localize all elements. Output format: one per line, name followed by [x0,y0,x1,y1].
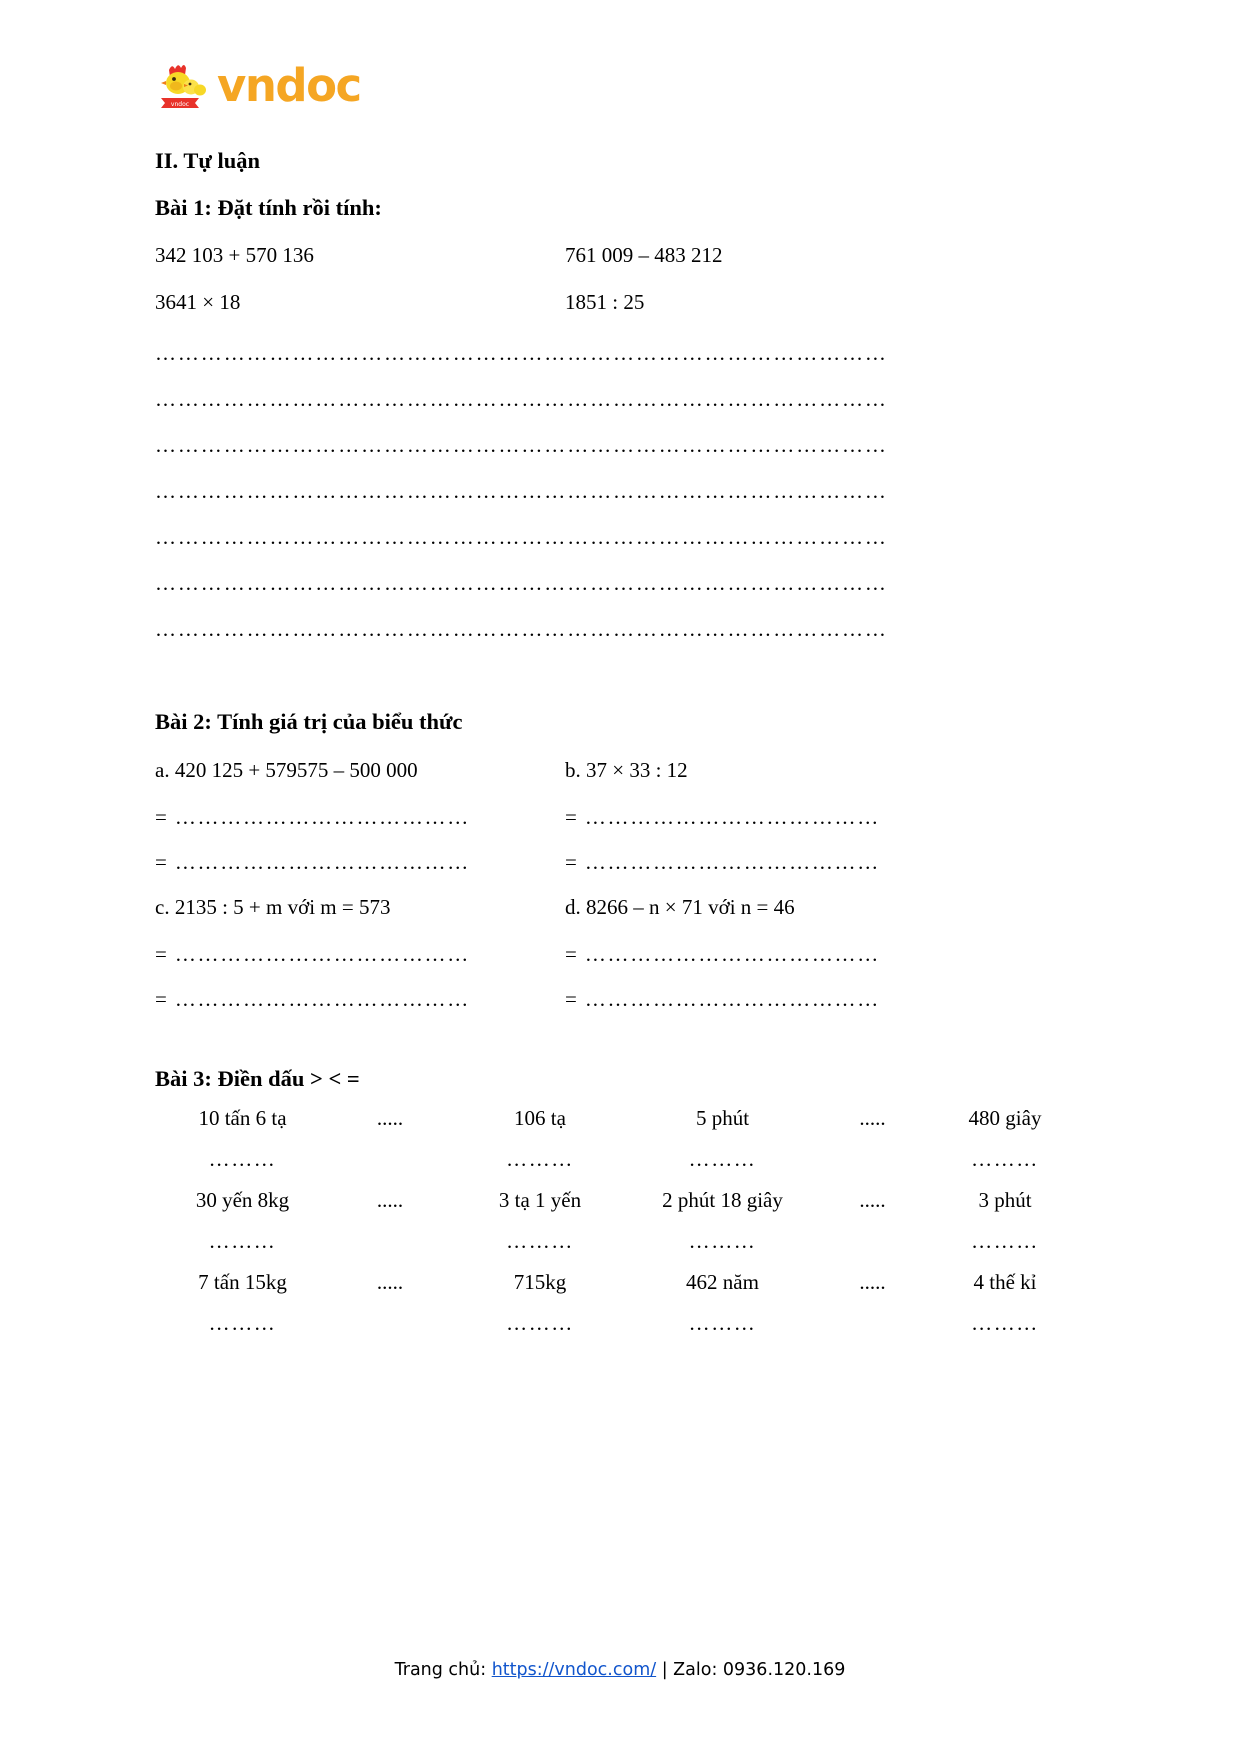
blank-left[interactable]: ..... [376,1106,404,1130]
answer-line[interactable]: …………………………………………………………………………………… [155,389,888,411]
exercise-2-problem-row [155,894,1085,919]
answer-line[interactable]: …………………………………………………………………………………… [155,343,888,365]
equals-sign: = [155,986,167,1011]
problem-2b: b. 37 × 33 : 12 [565,757,688,782]
answer-blank[interactable]: ……… [971,1229,1039,1253]
svg-text:vndoc: vndoc [170,101,190,108]
problem-2c: c. 2135 : 5 + m với m = 573 [155,894,391,919]
chicken-mascot-icon [155,57,211,113]
page-footer [0,1660,1240,1680]
exercise-1-problem-row [155,245,1085,266]
problem-1d: 1851 : 25 [565,290,645,314]
answer-blank[interactable]: ……… [688,1147,757,1171]
footer-prefix: Trang chủ: [394,1660,492,1680]
cell-left-value: 5 phút [695,1106,750,1130]
answer-line[interactable]: …………………………………………………………………………………… [155,619,888,641]
equals-cell-a[interactable] [155,804,565,829]
table-answer-row [155,1149,1085,1170]
worksheet-content [155,150,1085,1354]
table-row [155,1272,1085,1293]
answer-blank[interactable]: ………………………………… [174,988,470,1010]
answer-blank[interactable]: ……… [506,1229,574,1253]
answer-blank[interactable]: ……… [506,1147,574,1171]
cell-right-value: 715kg [513,1270,567,1294]
answer-line[interactable]: …………………………………………………………………………………… [155,481,888,503]
equals-cell-d[interactable] [565,986,975,1011]
table-row [155,1190,1085,1211]
answer-blank[interactable]: ……… [208,1311,277,1335]
exercise-2-equals-row [155,849,1085,874]
cell-right-value: 480 giây [968,1106,1042,1130]
problem-2d: d. 8266 – n × 71 với n = 46 [565,894,795,919]
blank-right[interactable]: ..... [859,1106,886,1130]
blank-right[interactable]: ..... [859,1270,886,1294]
equals-sign: = [565,804,577,829]
equals-sign: = [565,941,577,966]
equals-cell-b[interactable] [565,804,975,829]
equals-cell-d[interactable] [565,941,975,966]
answer-blank[interactable]: ………………………………… [584,806,880,828]
answer-blank[interactable]: ………………………………… [174,943,470,965]
answer-line[interactable]: …………………………………………………………………………………… [155,435,888,457]
answer-blank[interactable]: ……… [208,1147,277,1171]
problem-2a: a. 420 125 + 579575 – 500 000 [155,757,418,782]
answer-blank[interactable]: ………………………………… [174,806,470,828]
spacer [155,665,1085,711]
blank-right[interactable]: ..... [859,1188,886,1212]
problem-1b: 761 009 – 483 212 [565,243,723,267]
answer-blank[interactable]: ………………………………… [584,851,880,873]
equals-cell-b[interactable] [565,849,975,874]
answer-line[interactable]: …………………………………………………………………………………… [155,573,888,595]
exercise-2-problem-row [155,757,1085,782]
equals-cell-c[interactable] [155,941,565,966]
answer-blank[interactable]: ………………………………… [584,943,880,965]
equals-cell-c[interactable] [155,986,565,1011]
answer-blank[interactable]: ……… [208,1229,277,1253]
exercise-1-answer-area [155,343,1085,643]
equals-sign: = [565,986,577,1011]
answer-blank[interactable]: ………………………………… [174,851,470,873]
answer-blank[interactable]: ……… [688,1229,757,1253]
equals-sign: = [155,804,167,829]
cell-left-value: 30 yến 8kg [195,1188,290,1212]
vndoc-home-link[interactable]: https://vndoc.com/ [491,1660,657,1680]
section-title: II. Tự luận [155,148,261,173]
exercise-2-equals-row [155,941,1085,966]
answer-blank[interactable]: ……… [506,1311,574,1335]
table-row [155,1108,1085,1129]
table-answer-row [155,1313,1085,1334]
cell-right-value: 4 thế kỉ [973,1270,1037,1294]
equals-sign: = [155,941,167,966]
exercise-1-problem-row [155,292,1085,313]
exercise-3-title: Bài 3: Điền dấu > < = [155,1065,360,1091]
table-answer-row [155,1231,1085,1252]
cell-right-value: 106 tạ [514,1106,566,1130]
exercise-2-title: Bài 2: Tính giá trị của biểu thức [155,709,463,734]
answer-blank[interactable]: ………………………………… [584,988,880,1010]
comparison-table [155,1108,1085,1334]
problem-1a: 342 103 + 570 136 [155,243,314,267]
answer-blank[interactable]: ……… [971,1311,1039,1335]
answer-line[interactable]: …………………………………………………………………………………… [155,527,888,549]
spacer [155,1034,1085,1068]
cell-left-value: 7 tấn 15kg [198,1270,287,1294]
equals-cell-a[interactable] [155,849,565,874]
footer-suffix: | Zalo: 0936.120.169 [656,1660,846,1680]
answer-blank[interactable]: ……… [971,1147,1039,1171]
equals-sign: = [155,849,167,874]
cell-right-value: 3 tạ 1 yến [498,1188,582,1212]
exercise-2-equals-row [155,804,1085,829]
site-logo[interactable] [155,55,361,115]
exercise-2-equals-row [155,986,1085,1011]
cell-right-value: 3 phút [978,1188,1032,1212]
cell-left-value: 2 phút 18 giây [662,1188,783,1212]
logo-wordmark: vndoc [217,58,361,112]
problem-1c: 3641 × 18 [155,290,241,314]
blank-left[interactable]: ..... [376,1188,404,1212]
exercise-1-title: Bài 1: Đặt tính rồi tính: [155,194,382,220]
equals-sign: = [565,849,577,874]
blank-left[interactable]: ..... [376,1270,404,1294]
cell-left-value: 10 tấn 6 tạ [198,1106,287,1130]
answer-blank[interactable]: ……… [688,1311,757,1335]
cell-left-value: 462 năm [686,1270,759,1294]
